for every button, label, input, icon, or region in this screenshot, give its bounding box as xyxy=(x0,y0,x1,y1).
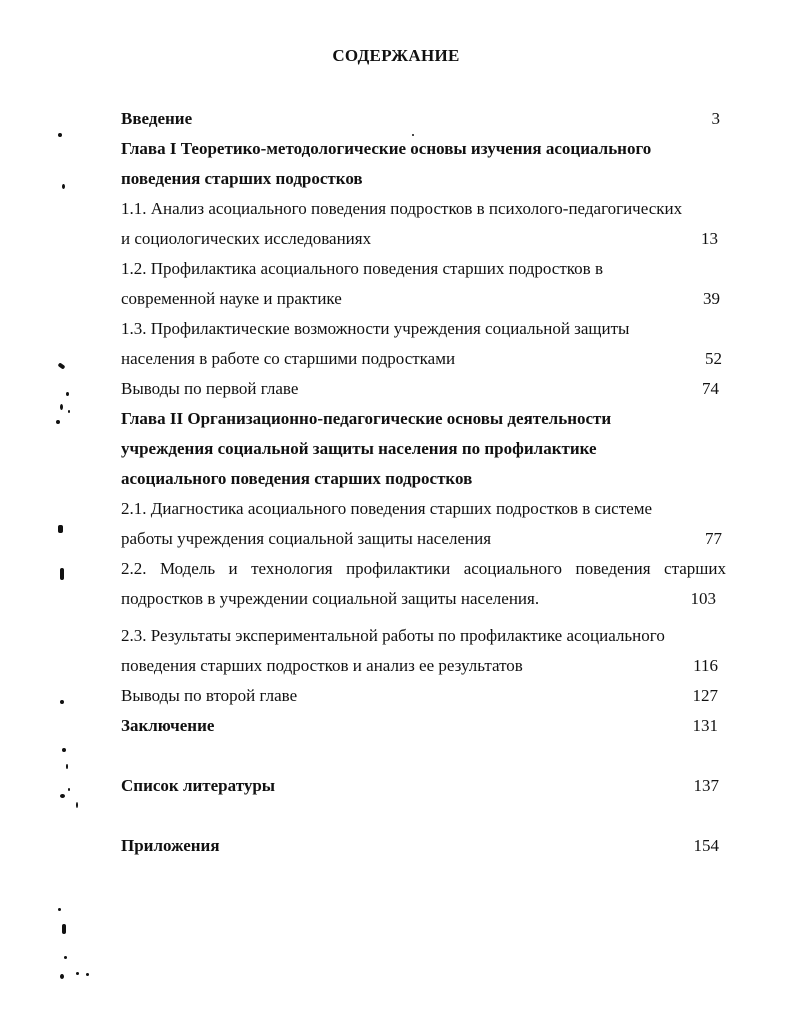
toc-appendices-label: Приложения xyxy=(121,836,220,855)
toc-s13-line1: 1.3. Профилактические возможности учреждения социальной защиты xyxy=(121,319,630,338)
toc-s23-page: 116 xyxy=(693,656,718,675)
toc-conclusions2-page: 127 xyxy=(692,686,718,705)
scan-speck xyxy=(76,802,78,808)
scan-speck xyxy=(58,133,62,137)
scan-speck xyxy=(64,956,67,959)
toc-references-label: Список литературы xyxy=(121,776,276,795)
toc-chapter2-line3: асоциального поведения старших подростков xyxy=(121,469,473,488)
toc-appendices-page: 154 xyxy=(693,836,719,855)
scan-speck xyxy=(60,404,63,410)
toc-s22-word: старших xyxy=(664,559,726,578)
toc-conclusion-page: 131 xyxy=(692,716,718,735)
toc-conclusion-label: Заключение xyxy=(121,716,215,735)
toc-s22-word: поведения xyxy=(575,559,651,578)
scan-speck xyxy=(76,972,79,975)
scan-speck xyxy=(62,748,66,752)
toc-chapter2-line2: учреждения социальной защиты населения по профилактике xyxy=(121,439,597,458)
toc-chapter2-line1: Глава II Организационно-педагогические основы деятельности xyxy=(121,409,612,428)
toc-s22-word: технология xyxy=(251,559,333,578)
toc-entry-intro-page: 3 xyxy=(711,109,720,128)
scan-speck xyxy=(66,392,69,396)
scan-speck xyxy=(68,410,70,413)
toc-s21-page: 77 xyxy=(705,529,722,548)
toc-s22-word: асоциального xyxy=(463,559,563,578)
scan-speck xyxy=(56,420,60,424)
toc-s21-line1: 2.1. Диагностика асоциального поведения старших подростков в системе xyxy=(121,499,653,518)
toc-s11-page: 13 xyxy=(701,229,718,248)
toc-s23-line1: 2.3. Результаты экспериментальной работы по профилактике асоциального xyxy=(121,626,665,645)
toc-s22-word: профилактики xyxy=(346,559,451,578)
toc-conclusions1-page: 74 xyxy=(702,379,719,398)
toc-chapter1-line1: Глава I Теоретико-методологические основы изучения асоциального xyxy=(121,139,652,158)
toc-s13-page: 52 xyxy=(705,349,722,368)
toc-entry-intro-label: Введение xyxy=(121,109,193,128)
toc-conclusions1-label: Выводы по первой главе xyxy=(121,379,299,398)
scan-speck xyxy=(60,794,65,798)
scan-speck xyxy=(68,788,70,791)
toc-s11-line1: 1.1. Анализ асоциального поведения подростков в психолого-педагогических xyxy=(121,199,683,218)
toc-s22-line2: подростков в учреждении социальной защиты населения. xyxy=(121,589,540,608)
scan-speck xyxy=(62,924,66,934)
toc-chapter1-line2: поведения старших подростков xyxy=(121,169,363,188)
toc-s12-line2: современной науке и практике xyxy=(121,289,342,308)
scan-speck xyxy=(412,134,414,136)
scan-speck xyxy=(60,568,64,580)
scan-speck xyxy=(58,908,61,911)
toc-s22-page: 103 xyxy=(690,589,716,608)
page-title: СОДЕРЖАНИЕ xyxy=(332,46,460,65)
toc-s21-line2: работы учреждения социальной защиты населения xyxy=(121,529,492,548)
toc-s22-line1 xyxy=(121,558,726,580)
scan-speck xyxy=(86,973,89,976)
toc-s22-word: Модель xyxy=(159,559,216,578)
toc-references-page: 137 xyxy=(693,776,719,795)
toc-s13-line2: населения в работе со старшими подростками xyxy=(121,349,456,368)
toc-s12-page: 39 xyxy=(703,289,720,308)
toc-s12-line1: 1.2. Профилактика асоциального поведения старших подростков в xyxy=(121,259,603,278)
scan-speck xyxy=(57,362,65,369)
scan-speck xyxy=(60,974,64,979)
scan-speck xyxy=(58,525,63,533)
toc-conclusions2-label: Выводы по второй главе xyxy=(121,686,298,705)
toc-s22-word: и xyxy=(228,559,238,578)
toc-s11-line2: и социологических исследованиях xyxy=(121,229,372,248)
scan-speck xyxy=(60,700,64,704)
scan-speck xyxy=(66,764,68,769)
scan-speck xyxy=(62,184,65,189)
toc-s22-word: 2.2. xyxy=(121,559,147,578)
toc-s23-line2: поведения старших подростков и анализ ее результатов xyxy=(121,656,523,675)
